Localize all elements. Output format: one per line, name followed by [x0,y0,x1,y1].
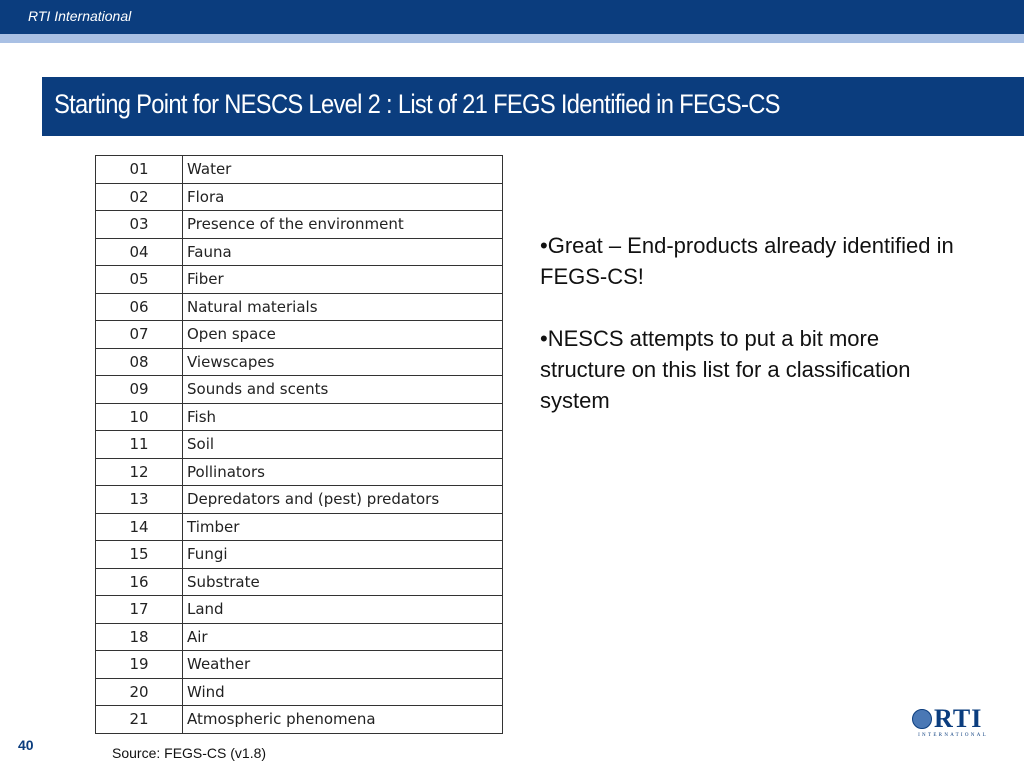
rti-logo [912,706,990,740]
row-name: Fiber [183,266,503,294]
row-name: Soil [183,431,503,459]
row-number: 02 [96,183,183,211]
row-number: 13 [96,486,183,514]
row-name: Timber [183,513,503,541]
row-name: Wind [183,678,503,706]
row-number: 12 [96,458,183,486]
table-row [96,211,503,239]
row-name: Substrate [183,568,503,596]
logo-text: RTI [934,704,983,733]
table-row [96,541,503,569]
fegs-table [95,155,503,734]
row-number: 08 [96,348,183,376]
row-name: Land [183,596,503,624]
row-name: Fungi [183,541,503,569]
fegs-table-body [96,156,503,734]
row-name: Air [183,623,503,651]
row-number: 10 [96,403,183,431]
table-row [96,348,503,376]
table-row [96,403,503,431]
table-row [96,293,503,321]
page-number: 40 [18,737,34,753]
row-number: 03 [96,211,183,239]
table-row [96,183,503,211]
row-name: Open space [183,321,503,349]
bullet-item: •NESCS attempts to put a bit more structure on this list for a classification system [540,326,911,413]
row-name: Atmospheric phenomena [183,706,503,734]
source-note: Source: FEGS-CS (v1.8) [112,745,267,761]
row-name: Fauna [183,238,503,266]
row-name: Presence of the environment [183,211,503,239]
globe-icon [912,709,932,729]
row-number: 09 [96,376,183,404]
row-number: 15 [96,541,183,569]
table-row [96,458,503,486]
row-name: Water [183,156,503,184]
table-row [96,513,503,541]
table-row [96,486,503,514]
row-number: 01 [96,156,183,184]
table-row [96,651,503,679]
row-number: 07 [96,321,183,349]
row-number: 18 [96,623,183,651]
row-name: Fish [183,403,503,431]
org-name: RTI International [28,8,132,24]
row-name: Natural materials [183,293,503,321]
row-number: 19 [96,651,183,679]
table-row [96,321,503,349]
row-number: 04 [96,238,183,266]
header-bar [0,0,1024,34]
logo-subtext: INTERNATIONAL [918,733,988,738]
row-number: 05 [96,266,183,294]
row-number: 06 [96,293,183,321]
row-name: Viewscapes [183,348,503,376]
slide-title: Starting Point for NESCS Level 2 : List of 21 FEGS Identified in FEGS-CS [54,89,780,119]
table-row [96,238,503,266]
table-row [96,376,503,404]
row-name: Pollinators [183,458,503,486]
bullet-item: •Great – End-products already identified in FEGS-CS! [540,233,954,289]
row-number: 17 [96,596,183,624]
row-name: Weather [183,651,503,679]
row-name: Sounds and scents [183,376,503,404]
row-number: 20 [96,678,183,706]
row-number: 16 [96,568,183,596]
table-row [96,623,503,651]
table-row [96,156,503,184]
title-banner [42,77,1024,136]
table-row [96,431,503,459]
row-name: Flora [183,183,503,211]
table-row [96,678,503,706]
row-number: 11 [96,431,183,459]
table-row [96,596,503,624]
row-number: 21 [96,706,183,734]
row-name: Depredators and (pest) predators [183,486,503,514]
table-row [96,266,503,294]
table-row [96,706,503,734]
row-number: 14 [96,513,183,541]
bullet-list [540,230,960,447]
header-stripe [0,34,1024,43]
table-row [96,568,503,596]
